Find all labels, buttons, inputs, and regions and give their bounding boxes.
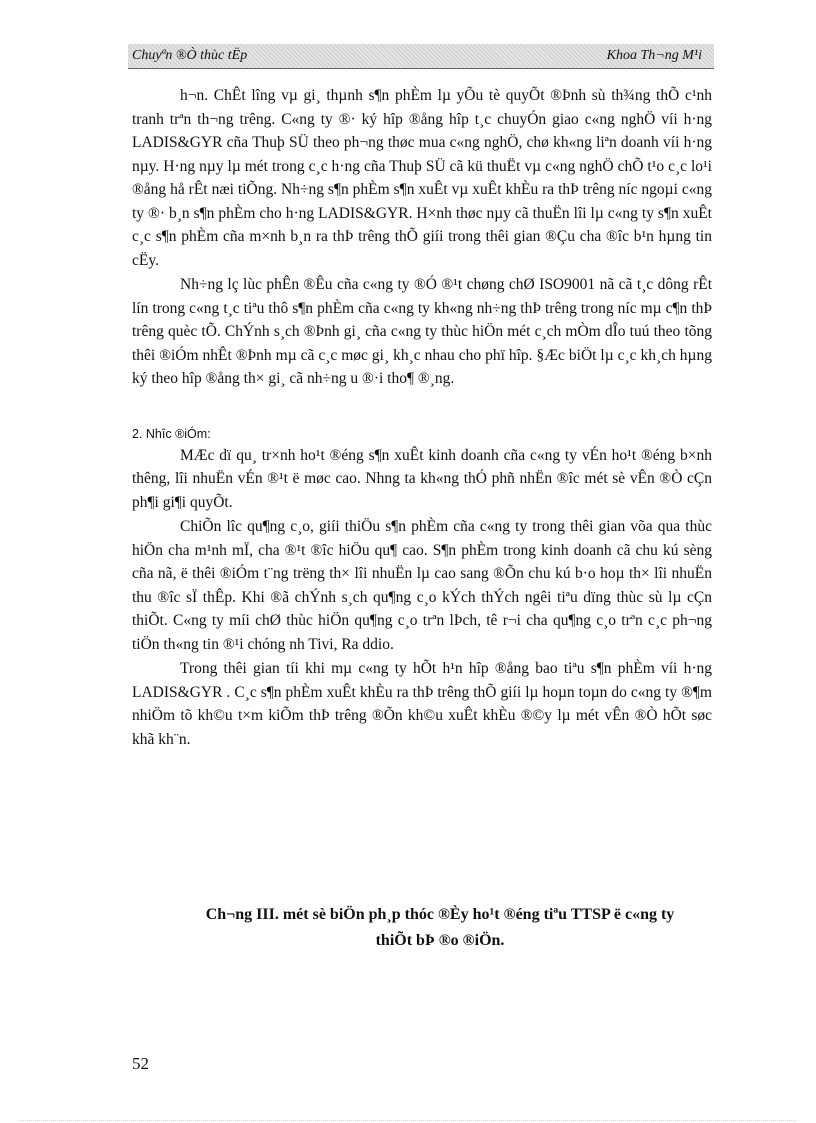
body-paragraph: Trong thêi gian tíi khi mµ c«ng ty hÕt h¹n hîp ®ång bao tiªu s¶n phÈm víi h·ng LADIS&GYR . C¸c s¶n phÈm xuÊt khÈu ra thÞ trêng thÕ giíi lµ hoµn toµn do c«ng ty ®¶m nhiÖm tõ kh©u t×m kiÕm thÞ trêng ®Õn kh©u xuÊt khÈu ®©y lµ mét vÊn ®Ò hÕt søc khã kh¨n. [132,660,712,748]
chapter-title [132,902,748,954]
footer-divider [20,1120,796,1121]
body-paragraph: Nh÷ng lç lùc phÊn ®Êu cña c«ng ty ®Ó ®¹t chøng chØ ISO9001 nã cã t¸c dông rÊt lín trong c«ng t¸c tiªu thô s¶n phÈm cña c«ng ty kh«ng nh÷ng thÞ trêng trong níc mµ c¶n thÞ trêng quèc tÕ. ChÝnh s¸ch ®Þnh gi¸ cña c«ng ty thùc hiÖn mét c¸ch mÒm dÎo tuú theo tõng thêi ®iÓm nhÊt ®Þnh mµ cã c¸c møc gi¸ kh¸c nhau cho phï hîp. §Æc biÖt lµ c¸c kh¸ch hµng ký theo hîp ®ång th× gi¸ cã nh÷ng u ®·i tho¶ ®¸ng. [132,276,712,387]
chapter-title-line-1: Ch¬ng III. mét sè biÖn ph¸p thóc ®Èy ho¹t ®éng tiªu TTSP ë c«ng ty [205,906,675,923]
section-heading: 2. Nhîc ®iÓm: [132,426,211,441]
page-body [132,84,712,751]
page-number: 52 [132,1054,149,1073]
body-paragraph: ChiÕn lîc qu¶ng c¸o, giíi thiÖu s¶n phÈm cña c«ng ty trong thêi gian võa qua thùc hiÖn cha m¹nh mÏ, cha ®¹t ®îc hiÖu qu¶ cao. S¶n phÈm trong kinh doanh cã chu kú sèng cña nã, ë thêi ®iÓm t¨ng trëng th× lîi nhuËn lµ cao sang ®Õn chu kú b·o hoµ th× lîi nhuËn thu ®îc sÏ thÊp. Khi ®ã chÝnh s¸ch qu¶ng c¸o kÝch thÝch ngêi tiªu dïng thùc sù lµ cÇn thiÕt. C«ng ty míi chØ thùc hiÖn qu¶ng c¸o trªn lÞch, tê r¬i cha qu¶ng c¸o trªn c¸c ph¬ng tiÖn th«ng tin ®¹i chóng nh Tivi, Ra ddio. [132,518,712,653]
running-header [128,44,714,69]
body-paragraph: h¬n. ChÊt lîng vµ gi¸ thµnh s¶n phÈm lµ yÕu tè quyÕt ®Þnh sù th¾ng thÕ c¹nh tranh trªn th¬ng trêng. C«ng ty ®· ký hîp ®ång hîp t¸c chuyÓn giao c«ng nghÖ víi h·ng LADIS&GYR cña Thuþ SÜ theo ph¬ng thøc mua c«ng nghÖ, chø kh«ng liªn doanh víi h·ng nµy. H·ng nµy lµ mét trong c¸c h·ng cña Thuþ SÜ cã kü thuËt vµ c«ng nghÖ chÕ t¹o c¸c lo¹i ®ång hå rÊt næi tiÕng. Nh÷ng s¶n phÈm s¶n xuÊt vµ xuÊt khÈu ra thÞ trêng níc ngoµi c«ng ty ®· b¸n s¶n phÈm cho h·ng LADIS&GYR. H×nh thøc nµy cã thuËn lîi lµ c«ng ty s¶n xuÊt c¸c s¶n phÈm cña m×nh b¸n ra thÞ trêng thÕ giíi trong thêi gian ®Çu cha ®îc b¹n hµng tin cËy. [132,87,712,269]
chapter-title-line-2: thiÕt bÞ ®o ®iÖn. [375,932,505,949]
body-paragraph: MÆc dï qu¸ tr×nh ho¹t ®éng s¶n xuÊt kinh doanh cña c«ng ty vÉn ho¹t ®éng b×nh thêng, lîi nhuËn vÉn ®¹t ë møc cao. Nhng ta kh«ng thÓ phñ nhËn ®îc mét sè vÊn ®Ò cÇn ph¶i gi¶i quyÕt. [132,446,712,511]
header-document-type: Chuyªn ®Ò thùc tËp [132,48,248,63]
header-faculty: Khoa Th¬ng M¹i [606,48,702,63]
